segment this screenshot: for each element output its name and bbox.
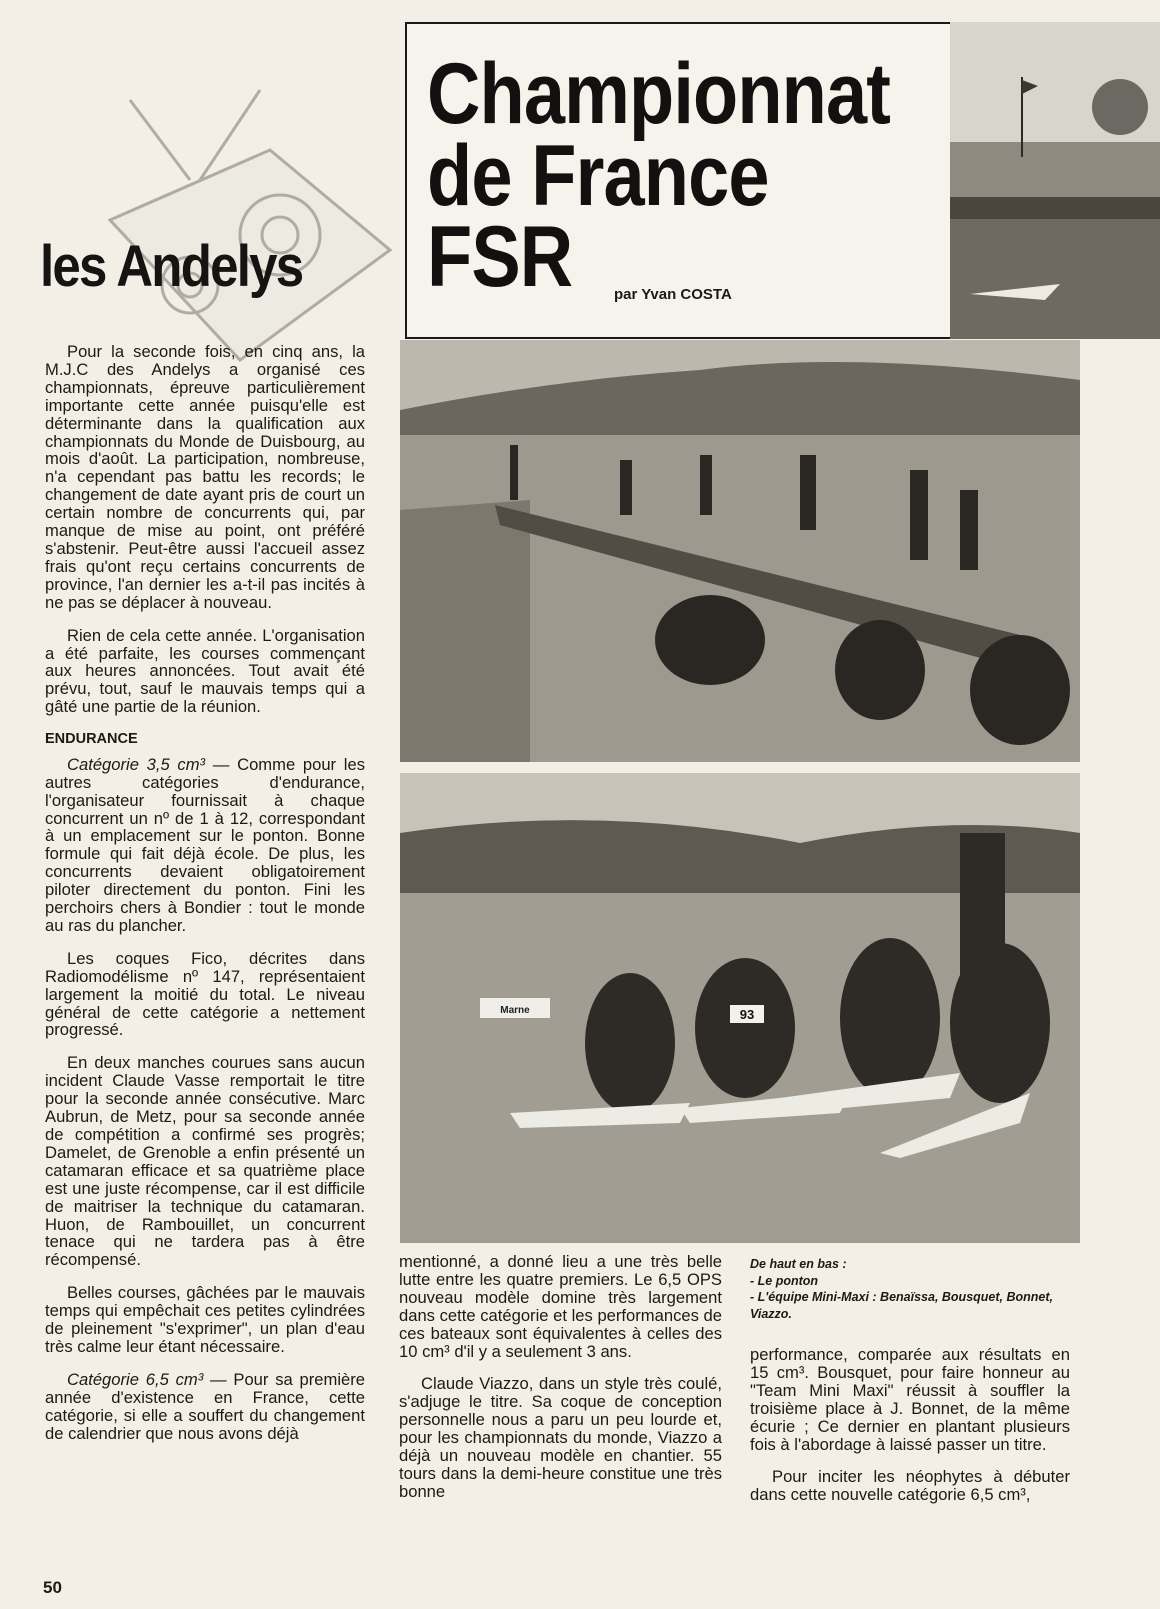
caption-heading: De haut en bas : — [750, 1257, 847, 1271]
photo-pontoon — [400, 340, 1080, 762]
title-line-2: de France — [427, 127, 769, 224]
title-line-1: Championnat — [427, 46, 891, 142]
photo-race-thumbnail — [950, 22, 1160, 339]
paragraph-manches: En deux manches courues sans aucun incident Claude Vasse remportait le titre pour la seconde année consécutive. Marc Aubrun, de Metz, pour sa seconde année de compétition a confirmé ses progrès; Damelet, de Grenoble a enfin présenté un catamaran efficace et sa quatrième place est une juste récompense, car il est difficile de maitriser la technique du catamaran. Huon, de Rambouillet, un concurrent tenace qui ne tardera pas à être récompensé. — [45, 1053, 365, 1270]
byline: par Yvan COSTA — [614, 286, 732, 303]
location-kicker: les Andelys — [40, 234, 303, 299]
photo-team-mini-maxi — [400, 773, 1080, 1243]
middle-column — [399, 1253, 722, 1516]
section-heading-endurance: ENDURANCE — [45, 731, 138, 748]
cat-35-text: — Comme pour les autres catégories d'endurance, l'organisateur fournissait à chaque concurrent un nº de 1 à 12, correspondant à un emplacement sur le ponton. Bonne formule qui fait déjà école. De plus, les concurrents devaient obligatoirement piloter directement du ponton. Fini les perchoirs chers à Bondier : tout le monde au ras du plancher. — [45, 754, 365, 935]
paragraph-fico: Les coques Fico, décrites dans Radiomodélisme nº 147, représentaient largement la moitié du total. Le niveau général de cette catégorie a nettement progressé. — [45, 948, 365, 1040]
intro-paragraph-1: Pour la seconde fois, en cinq ans, la M.J.C des Andelys a organisé ces championnats, épreuve particulièrement importante cette année puisqu'elle est déterminante dans la qualification aux championnats du Monde de Duisbourg, au mois d'août. La participation, nombreuse, n'a cependant pas battu les records; le changement de date ayant pris de court un certain nombre de concurrents qui, par manque de mise au point, ont préféré s'abstenir. Peut-être aussi l'accueil assez frais qu'ont reçu certains concurrents de province, l'an dernier les a-t-il pas incités à ne pas se déplacer à nouveau. — [45, 342, 365, 612]
boat-box-label: Marne — [500, 1005, 530, 1016]
cat-65-label: Catégorie 6,5 cm³ — [67, 1369, 204, 1389]
racer-bib-number: 93 — [739, 1007, 755, 1022]
cat-35-label: Catégorie 3,5 cm³ — [67, 754, 206, 774]
left-column — [45, 343, 365, 1458]
right-paragraph-2: Pour inciter les néophytes à débuter dans cette nouvelle catégorie 6,5 cm³, — [750, 1467, 1070, 1505]
paragraph-belles-courses: Belles courses, gâchées par le mauvais temps qui empêchait ces petites cylindrées de pleinement "s'exprimer", un plan d'eau très calme leur étant nécessaire. — [45, 1283, 365, 1356]
right-column — [750, 1346, 1070, 1519]
caption-line-1: - Le ponton — [750, 1273, 819, 1288]
middle-paragraph-2: Claude Viazzo, dans un style très coulé, s'adjuge le titre. Sa coque de conception personnelle nous a paru un peu lourde et, pour les championnats du monde, Viazzo a déjà un nouveau modèle en chantier. 55 tours dans la demi-heure constitue une très bonne — [399, 1374, 722, 1501]
intro-paragraph-2: Rien de cela cette année. L'organisation a été parfaite, les courses commençant aux heures annoncées. Tout avait été prévu, tout, sauf le mauvais temps qui a gâté une partie de la réunion. — [45, 625, 365, 717]
page-number: 50 — [43, 1578, 62, 1597]
right-paragraph-1: performance, comparée aux résultats en 15 cm³. Bousquet, pour faire honneur au "Team Mini Maxi" réussit à souffler la troisième place à J. Bonnet, de la même écurie ; Ce dernier en plantant plusieurs fois à l'abordage à laissé passer un titre. — [750, 1345, 1070, 1454]
caption-line-2: - L'équipe Mini-Maxi : Benaïssa, Bousquet, Bonnet, Viazzo. — [750, 1290, 1053, 1321]
photo-caption — [750, 1256, 1080, 1322]
title-line-3: FSR — [427, 209, 573, 306]
cat-65-text: — Pour sa première année d'existence en France, cette catégorie, si elle a souffert du changement de calendrier que nous avons déjà — [45, 1369, 365, 1443]
article-title — [427, 46, 909, 306]
middle-paragraph-1: mentionné, a donné lieu a une très belle lutte entre les quatre premiers. Le 6,5 OPS nouveau modèle domine très largement dans cette catégorie et les performances de ces bateaux sont équivalentes à celles des 10 cm³ d'il y a seulement 3 ans. — [399, 1252, 722, 1361]
paragraph-cat-65 — [45, 1371, 365, 1443]
paragraph-cat-35 — [45, 756, 365, 935]
